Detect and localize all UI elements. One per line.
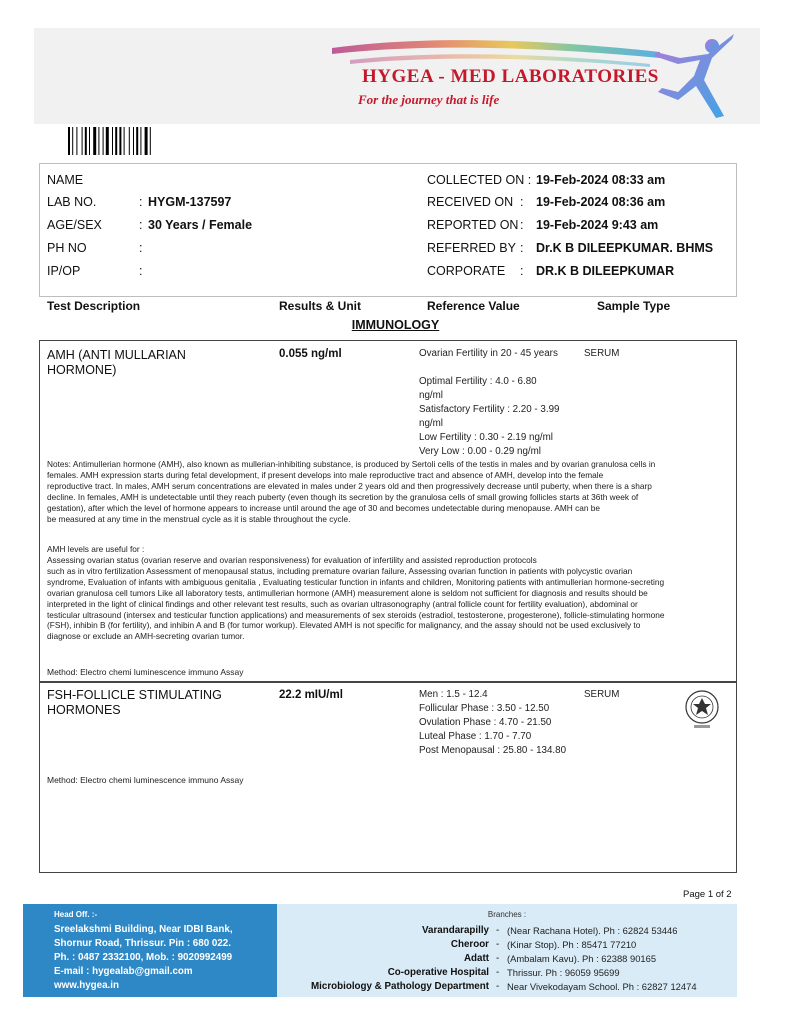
report-field-label: CORPORATE xyxy=(427,264,506,278)
head-office-email: E-mail : hygealab@gmail.com xyxy=(54,966,193,977)
patient-field-value: 30 Years / Female xyxy=(148,218,253,232)
field-colon: : xyxy=(520,264,524,278)
report-field-label: REPORTED ON xyxy=(427,218,519,232)
test-method: Method: Electro chemi luminescence immuno Assay xyxy=(47,667,244,677)
branches-title: Branches : xyxy=(487,910,527,919)
column-header-reference: Reference Value xyxy=(427,299,520,313)
barcode-bar xyxy=(119,127,121,155)
field-colon: : xyxy=(139,264,143,278)
report-field-value: Dr.K B DILEEPKUMAR. BHMS xyxy=(536,241,714,255)
barcode-bar xyxy=(85,127,87,155)
patient-field-label: IP/OP xyxy=(47,264,81,278)
column-header-sample: Sample Type xyxy=(597,299,671,313)
reference-line: Satisfactory Fertility : 2.20 - 3.99 xyxy=(419,404,560,415)
head-office-title: Head Off. :- xyxy=(54,910,98,919)
report-field-value: DR.K B DILEEPKUMAR xyxy=(536,264,675,278)
head-office-line: Sreelakshmi Building, Near IDBI Bank, xyxy=(54,924,233,935)
uses-paragraph: Assessing ovarian status (ovarian reserve and ovarian responsiveness) for evaluation of infertility and assisted reproduction protocols such as in vitro fertilization Assessment of menopausal status, including premature ovarian failure, Assessing ovarian function in patients with polycystic ovarian syndrome, Evaluation of infants with ambiguous genitalia , Evaluating testicular function in infants and children, Monitoring patients with antimullerian hormone-secreting ovarian granulosa cell tumors Like all laboratory tests, antimullerian hormone (AMH) measurement alone is seldom not sufficient for diagnosis and results should be interpreted in the light of clinical findings and other relevant test results, such as ovarian ultrasonography (antral follicle count for fertility evaluation), abdominal or testicular ultrasound (intersex and testicular function applications) and measurements of sex steroids (estradiol, testosterone, progesterone), follicle-stimulating hormone (FSH), inhibin B (for fertility), and inhibin A and B (for tumor workup). Elevated AMH is not specific for malignancy, and the assay should not be used exclusively to diagnose or exclude an AMH-secreting ovarian tumor. xyxy=(47,555,665,642)
barcode-bar xyxy=(150,127,151,155)
branches-panel xyxy=(277,904,737,997)
barcode-bar xyxy=(93,127,96,155)
branch-detail: Thrissur. Ph : 96059 95699 xyxy=(507,967,620,978)
barcode-bar xyxy=(115,127,117,155)
field-colon: : xyxy=(139,241,143,255)
column-header-results: Results & Unit xyxy=(279,299,362,313)
sample-type: SERUM xyxy=(584,348,620,359)
lab-tagline: For the journey that is life xyxy=(358,92,500,107)
branch-name: Adatt xyxy=(463,953,489,964)
branch-name: Co-operative Hospital xyxy=(387,967,489,978)
patient-field-label: AGE/SEX xyxy=(47,218,102,232)
field-colon: : xyxy=(520,195,524,209)
test-result: 22.2 mIU/ml xyxy=(279,689,343,701)
page-number: Page 1 of 2 xyxy=(683,889,732,900)
reference-line: Low Fertility : 0.30 - 2.19 ng/ml xyxy=(419,432,553,443)
reference-line: ng/ml xyxy=(419,390,443,401)
branch-name: Microbiology & Pathology Department xyxy=(311,981,489,992)
barcode-bar xyxy=(82,127,83,155)
branch-detail: Near Vivekodayam School. Ph : 62827 12474 xyxy=(507,981,697,992)
reference-line: Follicular Phase : 3.50 - 12.50 xyxy=(419,703,550,714)
barcode-bar xyxy=(129,127,130,155)
reference-line: Optimal Fertility : 4.0 - 6.80 xyxy=(419,376,537,387)
website-link[interactable]: www.hygea.in xyxy=(54,980,119,991)
branch-name: Cheroor xyxy=(450,939,489,950)
barcode-bar xyxy=(72,127,73,155)
section-title: IMMUNOLOGY xyxy=(351,318,440,332)
uses-text xyxy=(47,555,737,642)
report-field-label: RECEIVED ON xyxy=(427,195,514,209)
reference-line: Post Menopausal : 25.80 - 134.80 xyxy=(419,745,567,756)
uses-title: AMH levels are useful for : xyxy=(47,544,145,554)
report-field-value: 19-Feb-2024 08:36 am xyxy=(536,195,666,209)
barcode-bar xyxy=(140,127,141,155)
barcode-bar xyxy=(76,127,77,155)
branch-detail: (Near Rachana Hotel). Ph : 62824 53446 xyxy=(507,925,678,936)
test-method: Method: Electro chemi luminescence immuno Assay xyxy=(47,775,244,785)
branch-dash: - xyxy=(496,981,500,992)
sample-type: SERUM xyxy=(584,689,620,700)
reference-line: ng/ml xyxy=(419,418,443,429)
barcode-bar xyxy=(124,127,125,155)
report-field-label: REFERRED BY xyxy=(427,241,516,255)
barcode-bar xyxy=(133,127,134,155)
test-result: 0.055 ng/ml xyxy=(279,348,342,360)
barcode-bar xyxy=(98,127,99,155)
barcode-bar xyxy=(103,127,104,155)
report-field-value: 19-Feb-2024 9:43 am xyxy=(536,218,659,232)
reference-line: Men : 1.5 - 12.4 xyxy=(419,689,488,700)
head-office-panel xyxy=(23,904,277,997)
barcode-bar xyxy=(89,127,90,155)
field-colon: : xyxy=(520,218,524,232)
barcode-bar xyxy=(106,127,109,155)
patient-field-label: LAB NO. xyxy=(47,195,97,209)
barcode-bar xyxy=(112,127,113,155)
branch-dash: - xyxy=(496,939,500,950)
lab-name: HYGEA - MED LABORATORIES xyxy=(362,66,659,87)
reference-line: Very Low : 0.00 - 0.29 ng/ml xyxy=(419,446,541,457)
patient-field-label: PH NO xyxy=(47,241,87,255)
barcode-bar xyxy=(68,127,70,155)
head-office-line: Shornur Road, Thrissur. Pin : 680 022. xyxy=(54,938,231,949)
accreditation-seal-icon xyxy=(680,687,724,731)
barcode-bar xyxy=(136,127,138,155)
test-name: FSH-FOLLICLE STIMULATING HORMONES xyxy=(47,688,222,717)
field-colon: : xyxy=(139,218,143,232)
barcode-icon xyxy=(68,127,178,155)
report-field-label: COLLECTED ON : xyxy=(427,173,532,187)
test-name: AMH (ANTI MULLARIAN HORMONE) xyxy=(47,348,186,377)
field-colon: : xyxy=(139,195,143,209)
branch-detail: (Ambalam Kavu). Ph : 62388 90165 xyxy=(507,953,657,964)
branch-dash: - xyxy=(496,925,500,936)
test-notes xyxy=(47,459,737,524)
column-header-test: Test Description xyxy=(47,299,141,313)
reference-line: Luteal Phase : 1.70 - 7.70 xyxy=(419,731,532,742)
patient-field-value: HYGM-137597 xyxy=(148,195,232,209)
reference-line: Ovarian Fertility in 20 - 45 years xyxy=(419,348,558,359)
barcode-bar xyxy=(145,127,148,155)
patient-field-label: NAME xyxy=(47,173,84,187)
report-field-value: 19-Feb-2024 08:33 am xyxy=(536,173,666,187)
reference-line: Ovulation Phase : 4.70 - 21.50 xyxy=(419,717,552,728)
dancer-logo-icon xyxy=(648,30,738,122)
branch-dash: - xyxy=(496,967,500,978)
field-colon: : xyxy=(520,241,524,255)
notes-text: Notes: Antimullerian hormone (AMH), also known as mullerian-inhibiting substance, is produced by Sertoli cells of the testis in males and by ovarian granulosa cells in females. AMH expression starts during fetal development, if present develops into male reproductive tract and absence of AMH, develop into the female reproductive tract. In males, AMH serum concentrations are elevated in males under 2 years old and then progressively decrease until puberty, when there is a sharp decline. In females, AMH is undetectable until they reach puberty (even though its secretion by the granulosa cells of small growing follicles starts at 36th week of gestation), after which the level of hormone appears to increase until around the age of 30 and becomes undetectable during menopause. AMH can be be measured at any time in the menstrual cycle as it is stable throughout the cycle. xyxy=(47,459,656,524)
branch-dash: - xyxy=(496,953,500,964)
branch-detail: (Kinar Stop). Ph : 85471 77210 xyxy=(507,939,637,950)
branch-name: Varandarapilly xyxy=(422,925,489,936)
head-office-phone: Ph. : 0487 2332100, Mob. : 9020992499 xyxy=(54,952,233,963)
